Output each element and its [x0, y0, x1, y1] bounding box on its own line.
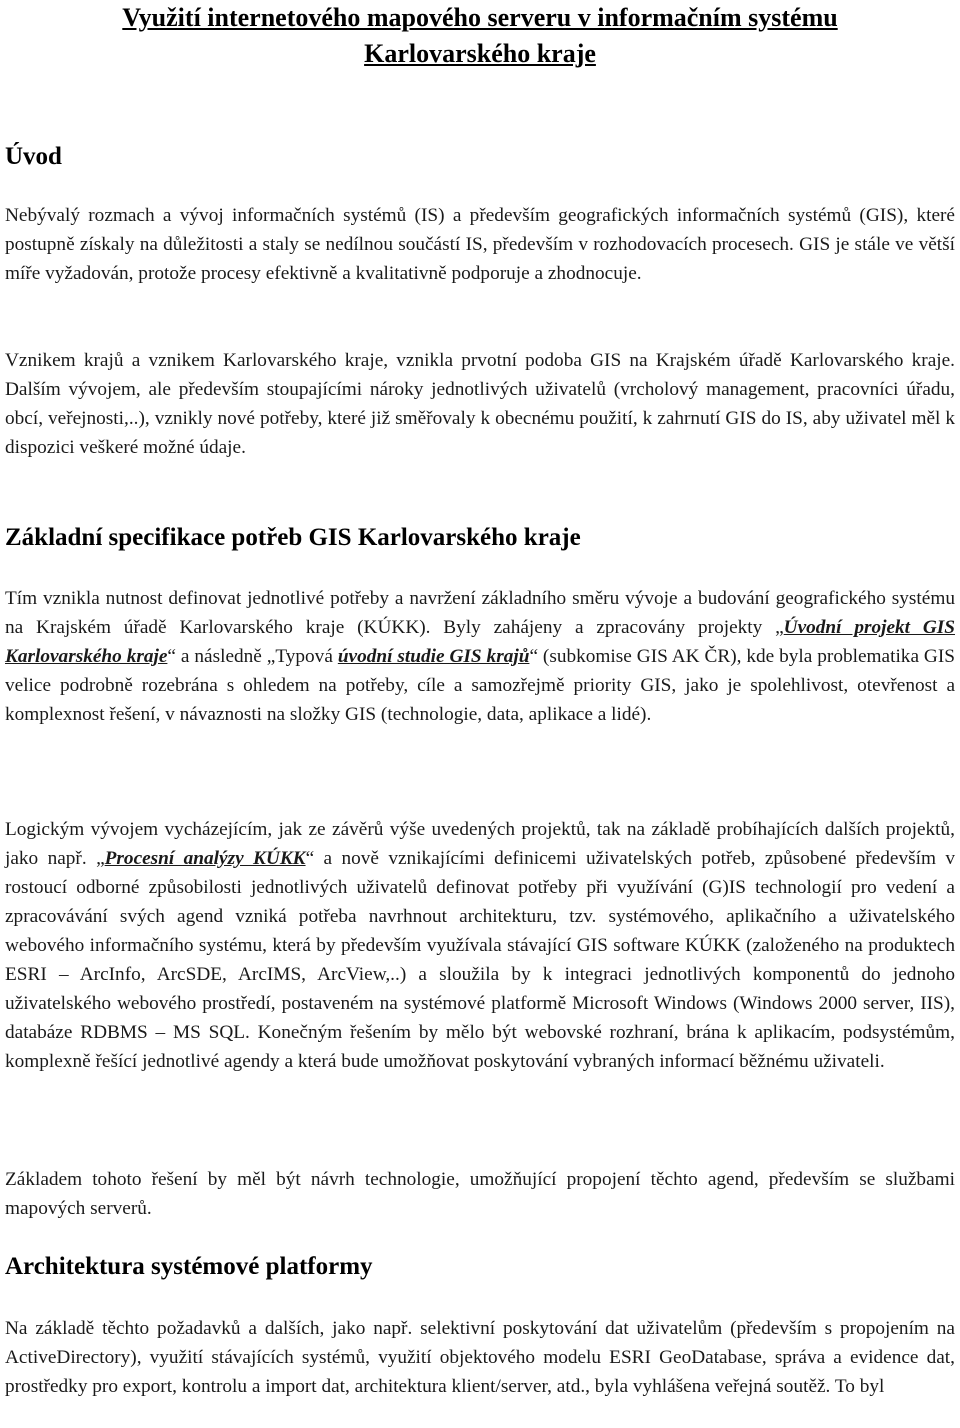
paragraph-specifikace-2: [5, 815, 955, 1076]
paragraph-architektura-1: Na základě těchto požadavků a dalších, jako např. selektivní poskytování dat uživatelům (především s propojením na ActiveDirectory), využití stávajících systémů, využití objektového modelu ESRI GeoDatabase, správa a evidence dat, prostředky pro export, kontrolu a import dat, architektura klient/server, atd., byla vyhlášena veřejná soutěž. To byl: [5, 1318, 955, 1397]
emphasis-study-title: úvodní studie GIS krajů: [337, 646, 530, 667]
text-run: “ a nově vznikajícími definicemi uživatelských potřeb, způsobené především v rostoucí odborné způsobilosti jednotlivých uživatelů definovat potřeby při využívání (G)IS technologií pro vedení a zpracovávání svých agend vzniká potřeba navrhnout architekturu, tzv. systémového, aplikačního a uživatelského webového informačního systému, která by především využívala stávající GIS software KÚKK (založeného na produktech ESRI – ArcInfo, ArcSDE, ArcIMS, ArcView,..) a sloužila by k integraci jednotlivých komponentů do jednoho uživatelského webového prostředí, postaveném na systémové platformě Microsoft Windows (Windows 2000 server, IIS), databáze RDBMS – MS SQL. Konečným řešením by mělo být webovské rozhraní, brána k aplikacím, podsystémům, komplexně řešící jednotlivé agendy a která bude umožňovat poskytování vybraných informací běžnému uživateli.: [5, 848, 956, 1072]
text-run: Logickým vývojem vycházejícím, jak ze závěrů výše uvedených projektů, tak na základě probíhajících dalších projektů, jako např. „: [5, 819, 955, 869]
heading-specifikace: Základní specifikace potřeb GIS Karlovarského kraje: [5, 524, 581, 551]
title-line-2: Karlovarského kraje: [364, 39, 596, 68]
heading-architektura: Architektura systémové platformy: [5, 1253, 373, 1280]
emphasis-project-title: Úvodní projekt GIS Karlovarského kraje: [5, 617, 955, 667]
text-run: Tím vznikla nutnost definovat jednotlivé potřeby a navržení základního směru vývoje a budování geografického systému na Krajském úřadě Karlovarského kraje (KÚKK). Byly zahájeny a zpracovány projekty „: [5, 588, 955, 638]
text-run: “ (subkomise GIS AK ČR), kde byla problematika GIS velice podrobně rozebrána s ohledem na potřeby, cíle a samozřejmě priority GIS, jako je spolehlivost, otevřenost a komplexnost řešení, v návaznosti na složky GIS (technologie, data, aplikace a lidé).: [5, 646, 956, 725]
emphasis-analysis-title: Procesní analýzy KÚKK: [104, 848, 306, 869]
paragraph-uvod-1: Nebývalý rozmach a vývoj informačních systémů (IS) a především geografických informačních systémů (GIS), které postupně získaly na důležitosti a staly se nedílnou součástí IS, především v rozhodovacích procesech. GIS je stále ve větší míře vyžadován, protože procesy efektivně a kvalitativně podporuje a zhodnocuje.: [5, 205, 955, 284]
paragraph-specifikace-3: Základem tohoto řešení by měl být návrh technologie, umožňující propojení těchto agend, především se službami mapových serverů.: [5, 1169, 955, 1219]
title-line-1: Využití internetového mapového serveru v informačním systému: [122, 3, 838, 32]
document-title: [0, 0, 960, 72]
heading-uvod: Úvod: [5, 143, 62, 170]
text-run: “ a následně „Typová: [167, 646, 338, 667]
paragraph-uvod-2: Vznikem krajů a vznikem Karlovarského kraje, vznikla prvotní podoba GIS na Krajském úřadě Karlovarského kraje. Dalším vývojem, ale především stoupajícími nároky jednotlivých uživatelů (vrcholový management, pracovníci úřadu, obcí, veřejnosti,..), vznikly nové potřeby, které již směřovaly k obecnému použití, k zahrnutí GIS do IS, aby uživatel měl k dispozici veškeré možné údaje.: [5, 350, 955, 458]
paragraph-specifikace-1: [5, 584, 955, 729]
